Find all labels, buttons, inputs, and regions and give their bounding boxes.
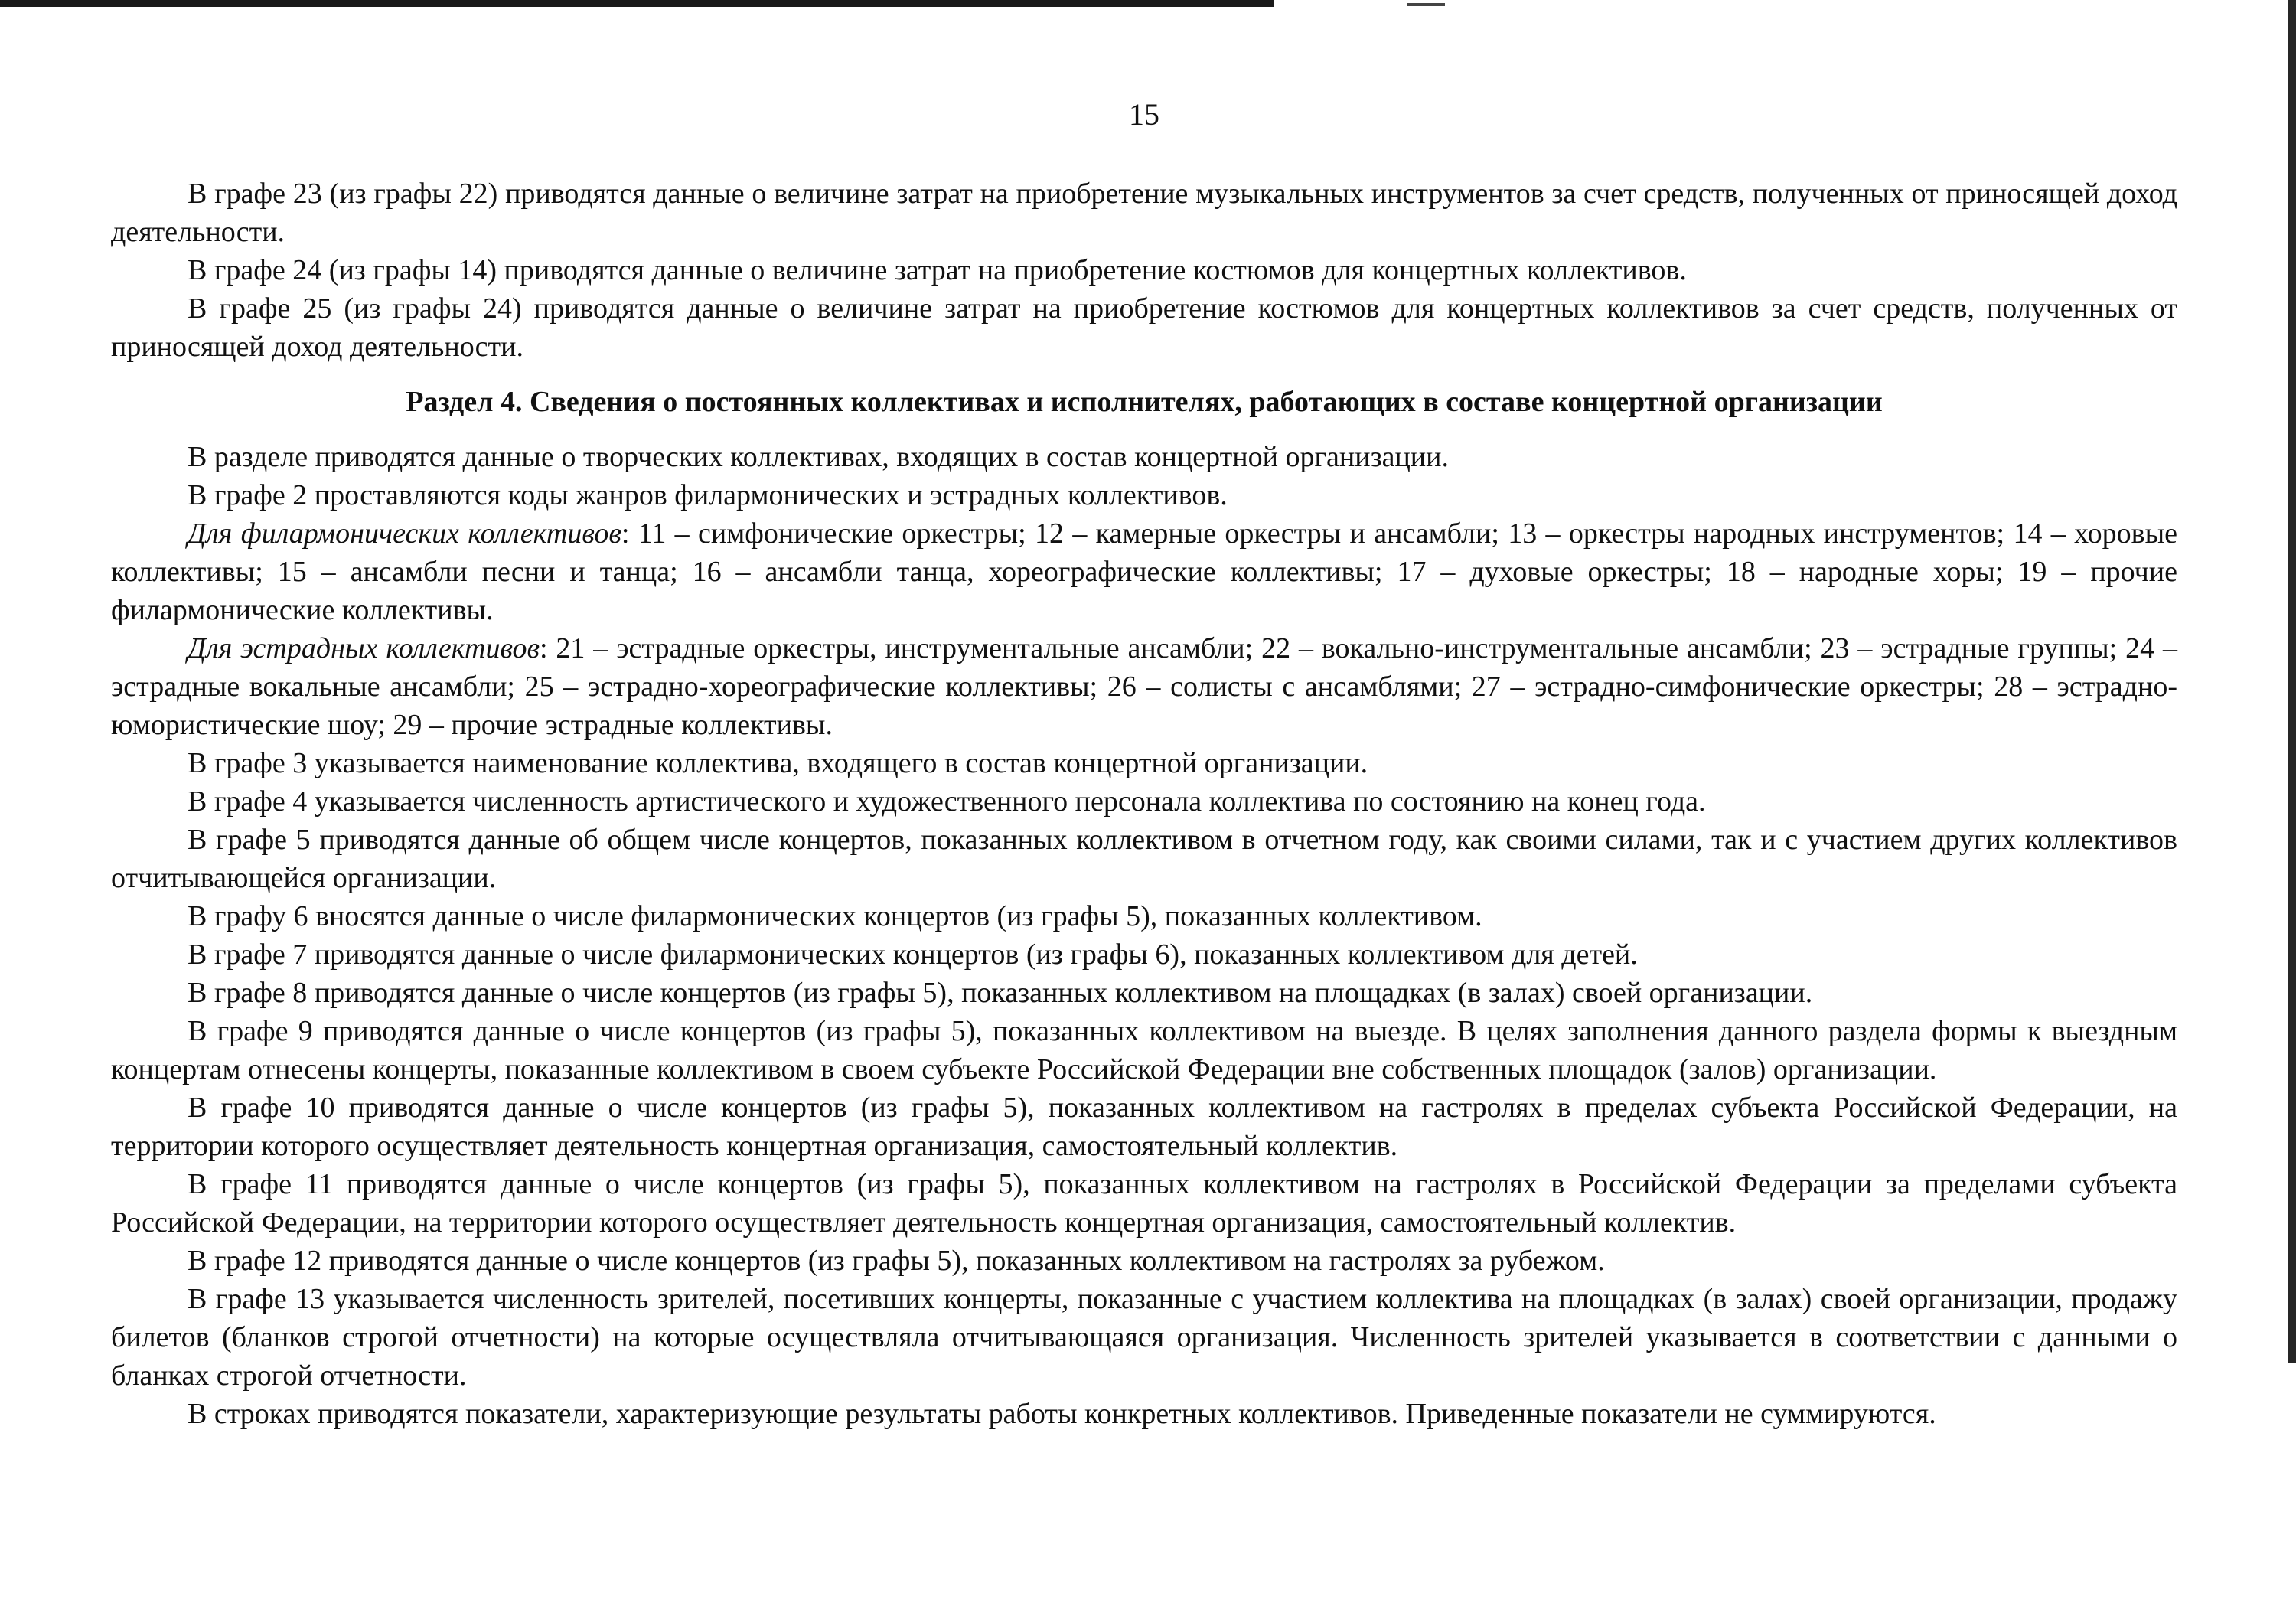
section-heading: Раздел 4. Сведения о постоянных коллективах и исполнителях, работающих в составе концертной организации <box>406 386 1883 418</box>
paragraph-grafa-11: В графе 11 приводятся данные о числе концертов (из графы 5), показанных коллективом на гастролях в Российской Федерации за пределами субъекта Российской Федерации, на территории которого осуществляет деятельность концертная организация, самостоятельный коллектив. <box>111 1168 2177 1239</box>
paragraph-grafa-8: В графе 8 приводятся данные о числе концертов (из графы 5), показанных коллективом на площадках (в залах) своей организации. <box>188 977 1813 1009</box>
paragraph-section-intro: В разделе приводятся данные о творческих коллективах, входящих в состав концертной организации. <box>188 441 1449 473</box>
paragraph-grafa-4: В графе 4 указывается численность артистического и художественного персонала коллектива по состоянию на конец года. <box>188 785 1706 818</box>
document-body <box>111 175 2177 1433</box>
scan-edge-mark <box>1407 3 1445 6</box>
paragraph-grafa-6: В графу 6 вносятся данные о числе филармонических концертов (из графы 5), показанных коллективом. <box>188 900 1482 932</box>
paragraph-grafa-10: В графе 10 приводятся данные о числе концертов (из графы 5), показанных коллективом на гастролях в пределах субъекта Российской Федерации, на территории которого осуществляет деятельность концертная организация, самостоятельный коллектив. <box>111 1092 2177 1162</box>
paragraph-grafa-7: В графе 7 приводятся данные о числе филармонических концертов (из графы 6), показанных коллективом для детей. <box>188 938 1638 971</box>
estrada-codes-text: : 21 – эстрадные оркестры, инструментальные ансамбли; 22 – вокально-инструментальные ансамбли; 23 – эстрадные группы; 24 – эстрадные вокальные ансамбли; 25 – эстрадно-хореографические коллективы; 26 – солисты с ансамблями; 27 – эстрадно-симфонические оркестры; 28 – эстрадно-юмористические шоу; 29 – прочие эстрадные коллективы. <box>111 632 2177 741</box>
paragraph-grafa-3: В графе 3 указывается наименование коллектива, входящего в состав концертной организации. <box>188 747 1368 779</box>
paragraph-grafa-25: В графе 25 (из графы 24) приводятся данные о величине затрат на приобретение костюмов для концертных коллективов за счет средств, полученных от приносящей доход деятельности. <box>111 292 2177 363</box>
paragraph-grafa-23: В графе 23 (из графы 22) приводятся данные о величине затрат на приобретение музыкальных инструментов за счет средств, полученных от приносящей доход деятельности. <box>111 178 2177 248</box>
paragraph-philharmonic-codes <box>111 514 2177 629</box>
paragraph-grafa-12: В графе 12 приводятся данные о числе концертов (из графы 5), показанных коллективом на гастролях за рубежом. <box>188 1245 1605 1277</box>
paragraph-estrada-codes <box>111 629 2177 744</box>
paragraph-grafa-24: В графе 24 (из графы 14) приводятся данные о величине затрат на приобретение костюмов для концертных коллективов. <box>188 254 1687 286</box>
philharmonic-label: Для филармонических коллективов <box>188 517 621 550</box>
philharmonic-codes-text: : 11 – симфонические оркестры; 12 – камерные оркестры и ансамбли; 13 – оркестры народных инструментов; 14 – хоровые коллективы; 15 – ансамбли песни и танца; 16 – ансамбли танца, хореографические коллективы; 17 – духовые оркестры; 18 – народные хоры; 19 – прочие филармонические коллективы. <box>111 517 2177 626</box>
paragraph-grafa-5: В графе 5 приводятся данные об общем числе концертов, показанных коллективом в отчетном году, как своими силами, так и с участием других коллективов отчитывающейся организации. <box>111 824 2177 894</box>
scan-edge-top <box>0 0 1274 7</box>
paragraph-grafa-9: В графе 9 приводятся данные о числе концертов (из графы 5), показанных коллективом на выезде. В целях заполнения данного раздела формы к выездным концертам отнесены концерты, показанные коллективом в своем субъекте Российской Федерации вне собственных площадок (залов) организации. <box>111 1015 2177 1085</box>
estrada-label: Для эстрадных коллективов <box>188 632 540 664</box>
paragraph-grafa-13: В графе 13 указывается численность зрителей, посетивших концерты, показанные с участием коллектива на площадках (в залах) своей организации, продажу билетов (бланков строгой отчетности) на которые осуществляла отчитывающаяся организация. Численность зрителей указывается в соответствии с данными о бланках строгой отчетности. <box>111 1283 2177 1392</box>
paragraph-rows-note: В строках приводятся показатели, характеризующие результаты работы конкретных коллективов. Приведенные показатели не суммируются. <box>188 1398 1936 1430</box>
paragraph-grafa-2: В графе 2 проставляются коды жанров филармонических и эстрадных коллективов. <box>188 479 1228 511</box>
page-number: 15 <box>1129 97 1159 132</box>
scan-edge-right <box>2288 0 2296 1363</box>
